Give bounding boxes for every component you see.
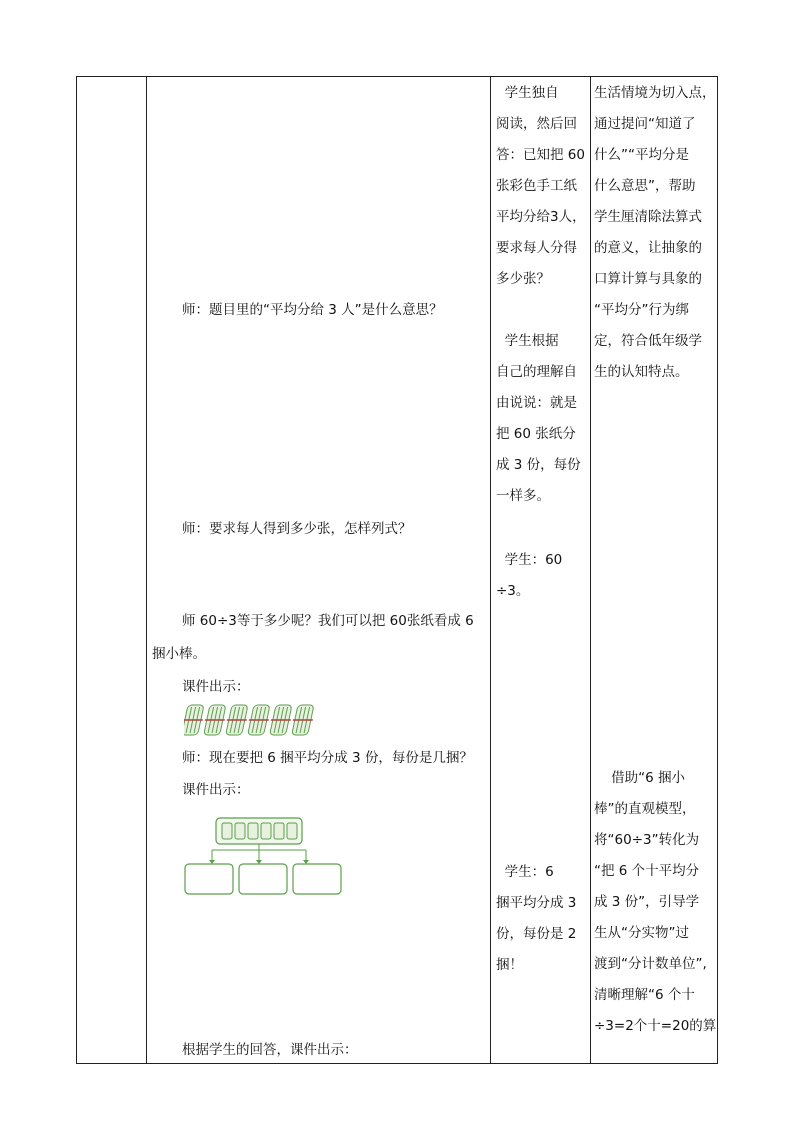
stick-bundle-icon	[224, 705, 250, 735]
stick-bundle-icon	[246, 705, 272, 735]
column-divider-1	[146, 76, 147, 1064]
courseware-label-1: 课件出示：	[182, 679, 250, 695]
stick-bundle-icon	[268, 705, 294, 735]
student-response-1: 学生独自 阅读，然后回 答：已知把 60 张彩色手工纸 平均分给3人， 要求每人分得 多少张？	[496, 85, 586, 287]
column-divider-3	[590, 76, 591, 1064]
student-response-2: 学生根据 自己的理解自 由说说：就是 把 60 张纸分 成 3 份，每份 一样多。	[496, 333, 581, 504]
teacher-question-3-line-2: 捆小棒。	[152, 646, 206, 662]
teacher-question-2: 师：要求每人得到多少张，怎样列式？	[182, 521, 412, 537]
teacher-closing-line: 根据学生的回答，课件出示：	[182, 1042, 358, 1058]
teacher-question-3-line-1: 师 60÷3等于多少呢？我们可以把 60张纸看成 6	[182, 613, 474, 629]
student-response-4: 学生：6 捆平均分成 3 份，每份是 2 捆！	[496, 864, 577, 973]
teacher-question-4: 师：现在要把 6 捆平均分成 3 份，每份是几捆？	[182, 750, 473, 766]
courseware-label-2: 课件出示：	[182, 782, 250, 798]
column-divider-2	[490, 76, 491, 1064]
teacher-question-1: 师：题目里的“平均分给 3 人”是什么意思？	[182, 302, 443, 318]
division-tree-diagram	[184, 816, 344, 898]
design-intent-1: 生活情境为切入点， 通过提问“知道了 什么”“平均分是 什么意思”，帮助 学生厘清除法算式 的意义，让抽象的 口算计算与具象的 “平均分”行为绑 定，符合低年级学 生的认知特点。	[594, 85, 716, 380]
empty-share-box-3	[293, 864, 341, 894]
student-response-3: 学生：60 ÷3。	[496, 552, 563, 599]
stick-bundle-icon	[184, 705, 206, 735]
design-intent-2: 借助“6 捆小 棒”的直观模型， 将“60÷3”转化为 “把 6 个十平均分 成 3 份”，引导学 生从“分实物”过 渡到“分计数单位”, 清晰理解“6 个十 ÷3=2个十=20的算	[594, 770, 717, 1034]
empty-share-box-2	[239, 864, 287, 894]
six-stick-bundles-image	[184, 703, 320, 739]
empty-share-box-1	[185, 864, 233, 894]
stick-bundle-icon	[202, 705, 228, 735]
stick-bundle-icon	[290, 705, 316, 735]
